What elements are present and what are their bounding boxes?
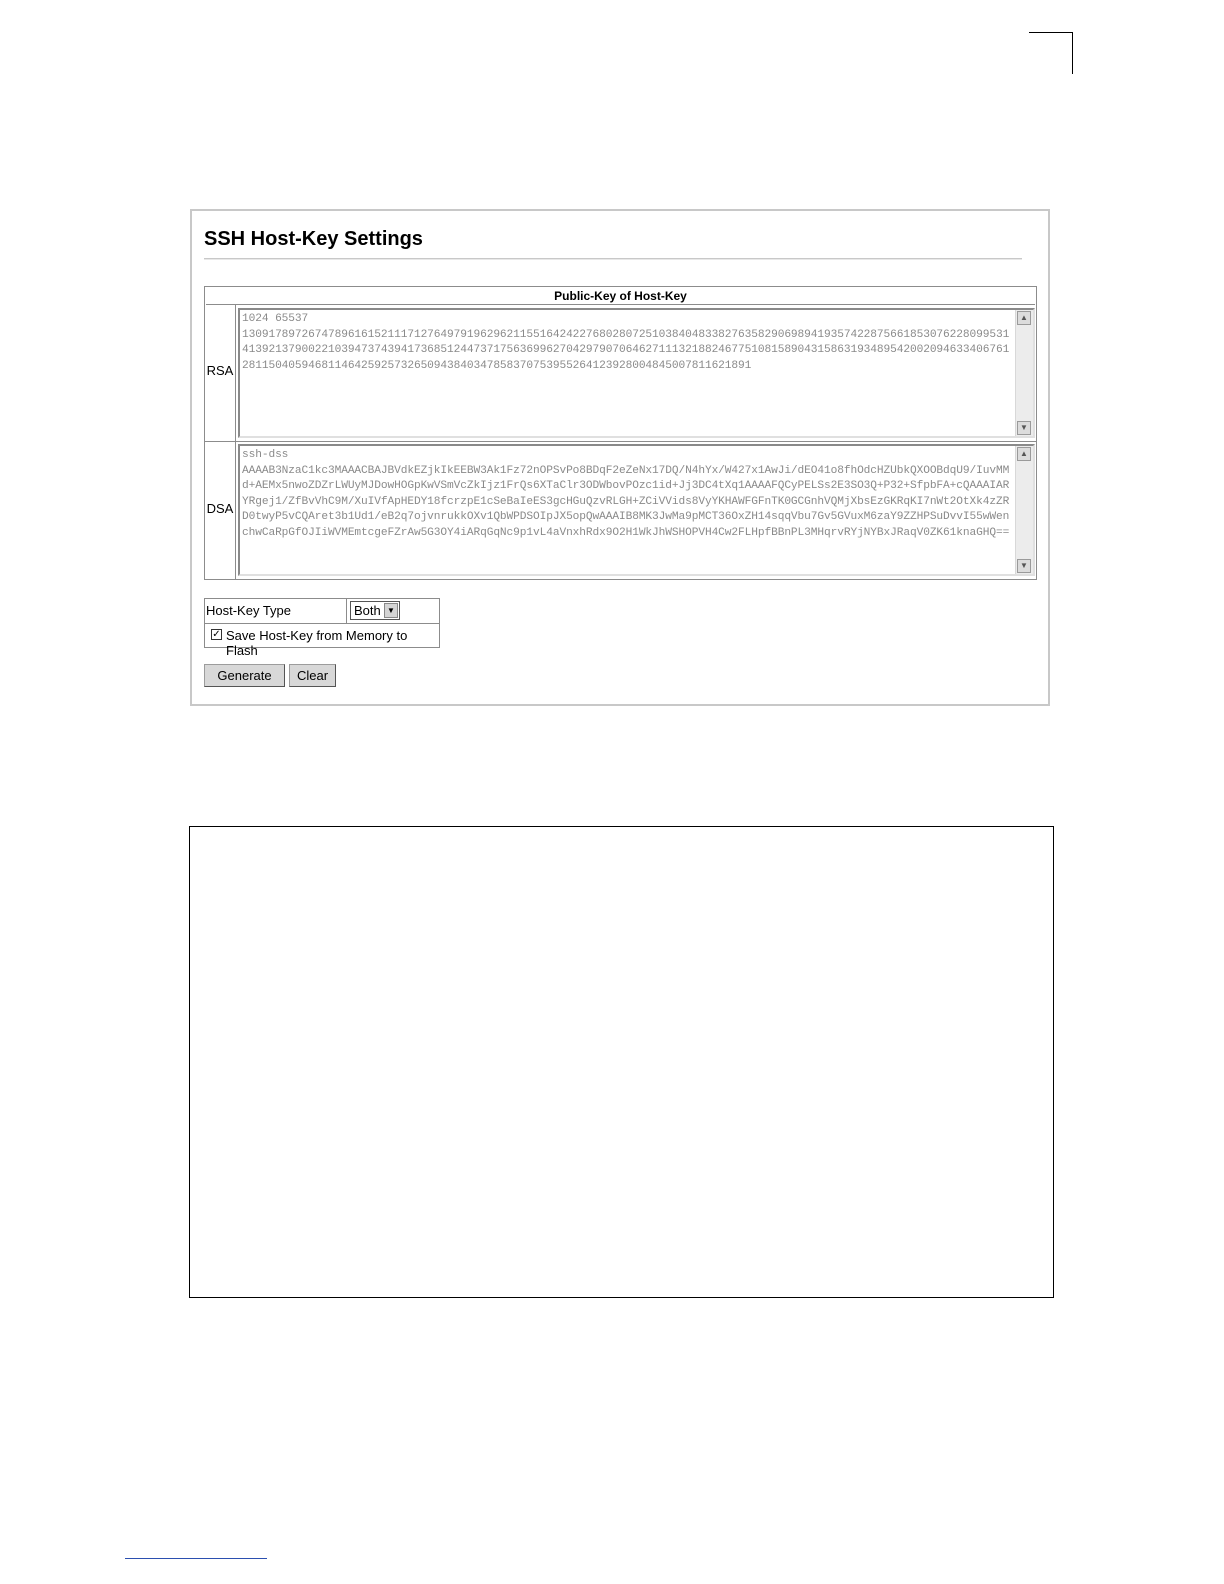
scroll-down-icon[interactable]: ▼ [1017, 421, 1031, 435]
dsa-label: DSA [206, 501, 234, 516]
generate-button[interactable]: Generate [204, 664, 285, 687]
save-host-key-label: Save Host-Key from Memory to Flash [226, 628, 408, 658]
host-key-type-row [205, 599, 439, 624]
page-corner-mark [1029, 32, 1073, 74]
dsa-scrollbar[interactable] [1015, 446, 1033, 574]
rsa-label: RSA [206, 363, 234, 378]
cell-divider [346, 599, 347, 623]
footer-rule [125, 1558, 267, 1559]
rsa-row-label-cell [205, 305, 236, 441]
page-title: SSH Host-Key Settings [204, 228, 423, 250]
clear-button[interactable]: Clear [289, 664, 336, 687]
rsa-key-text: 1024 65537 13091789726747896161521117127649791962962115516424227680280725103840483382763582906989419357422875661853076228099531 41392137900221039473743941736851244737175636996270429790706462711132188246775108158904315863193489542002094633406761 28115040594681146425925732650943840347858370753955264123928004845007811621891 [242, 313, 1010, 372]
dsa-row-label-cell [205, 442, 236, 579]
save-host-key-checkbox[interactable]: ✓ [212, 629, 221, 640]
host-key-type-select[interactable] [350, 601, 400, 620]
scroll-up-icon[interactable]: ▲ [1017, 447, 1031, 461]
cli-example-box [189, 826, 1054, 1298]
host-key-type-label: Host-Key Type [206, 603, 292, 618]
dsa-key-text: ssh-dss AAAAB3NzaC1kc3MAAACBAJBVdkEZjkIkEEBW3Ak1Fz72nOPSvPo8BDqF2eZeNx17DQ/N4hYx/W427x1AwJi/dEO41o8fhOdcHZUbkQXOOBdqU9/IuvMM d+AEMx5nwoZDZrLWUyMJDowHOGpKwVSmVcZkIjz1FrQs6XTaClr3ODWbovPOzc1id+Jj3DC4tXq1AAAAFQCyPELSs2E3SO3Q+P32+SfpbFA+cQAAAIAR YRgej1/ZfBvVhC9M/XuIVfApHEDY18fcrzpE1cSeBaIeES3gcHGuQzvRLGH+ZCiVVids8VyYKHAWFGFnTK0GCGnhVQMjXbsEzGKRqKI7nWt2OtXk4zZR D0twyP5vCQAret3b1Ud1/eB2q7ojvnrukkOXv1QbWPDSOIpJX5opQwAAAIB8MK3JwMa9pMCT36OxZH14sqqVbu7Gv5GVuxM6zaY9ZZHPSuDvvI55wWen chwCaRpGfOJIiWVMEmtcgeFZrAw5G3OY4iARqGqNc9p1vL4aVnxhRdx9O2H1WkJhWSHOPVH4Cw2FLHpfBBnPL3MHqrvRYjNYBxJRaqV0ZK61knaGHQ== [242, 449, 1010, 539]
scroll-up-icon[interactable]: ▲ [1017, 311, 1031, 325]
host-key-type-value: Both [354, 603, 381, 618]
chevron-down-icon[interactable]: ▼ [384, 603, 398, 618]
dsa-key-textarea[interactable] [238, 444, 1035, 576]
rsa-scrollbar[interactable] [1015, 310, 1033, 436]
scroll-down-icon[interactable]: ▼ [1017, 559, 1031, 573]
title-divider [204, 258, 1022, 260]
public-key-header: Public-Key of Host-Key [206, 288, 1035, 305]
rsa-key-textarea[interactable] [238, 308, 1035, 438]
public-key-table [204, 286, 1037, 580]
host-key-options-table [204, 598, 440, 658]
ssh-host-key-settings-panel [190, 209, 1050, 706]
row-divider [205, 441, 1036, 442]
